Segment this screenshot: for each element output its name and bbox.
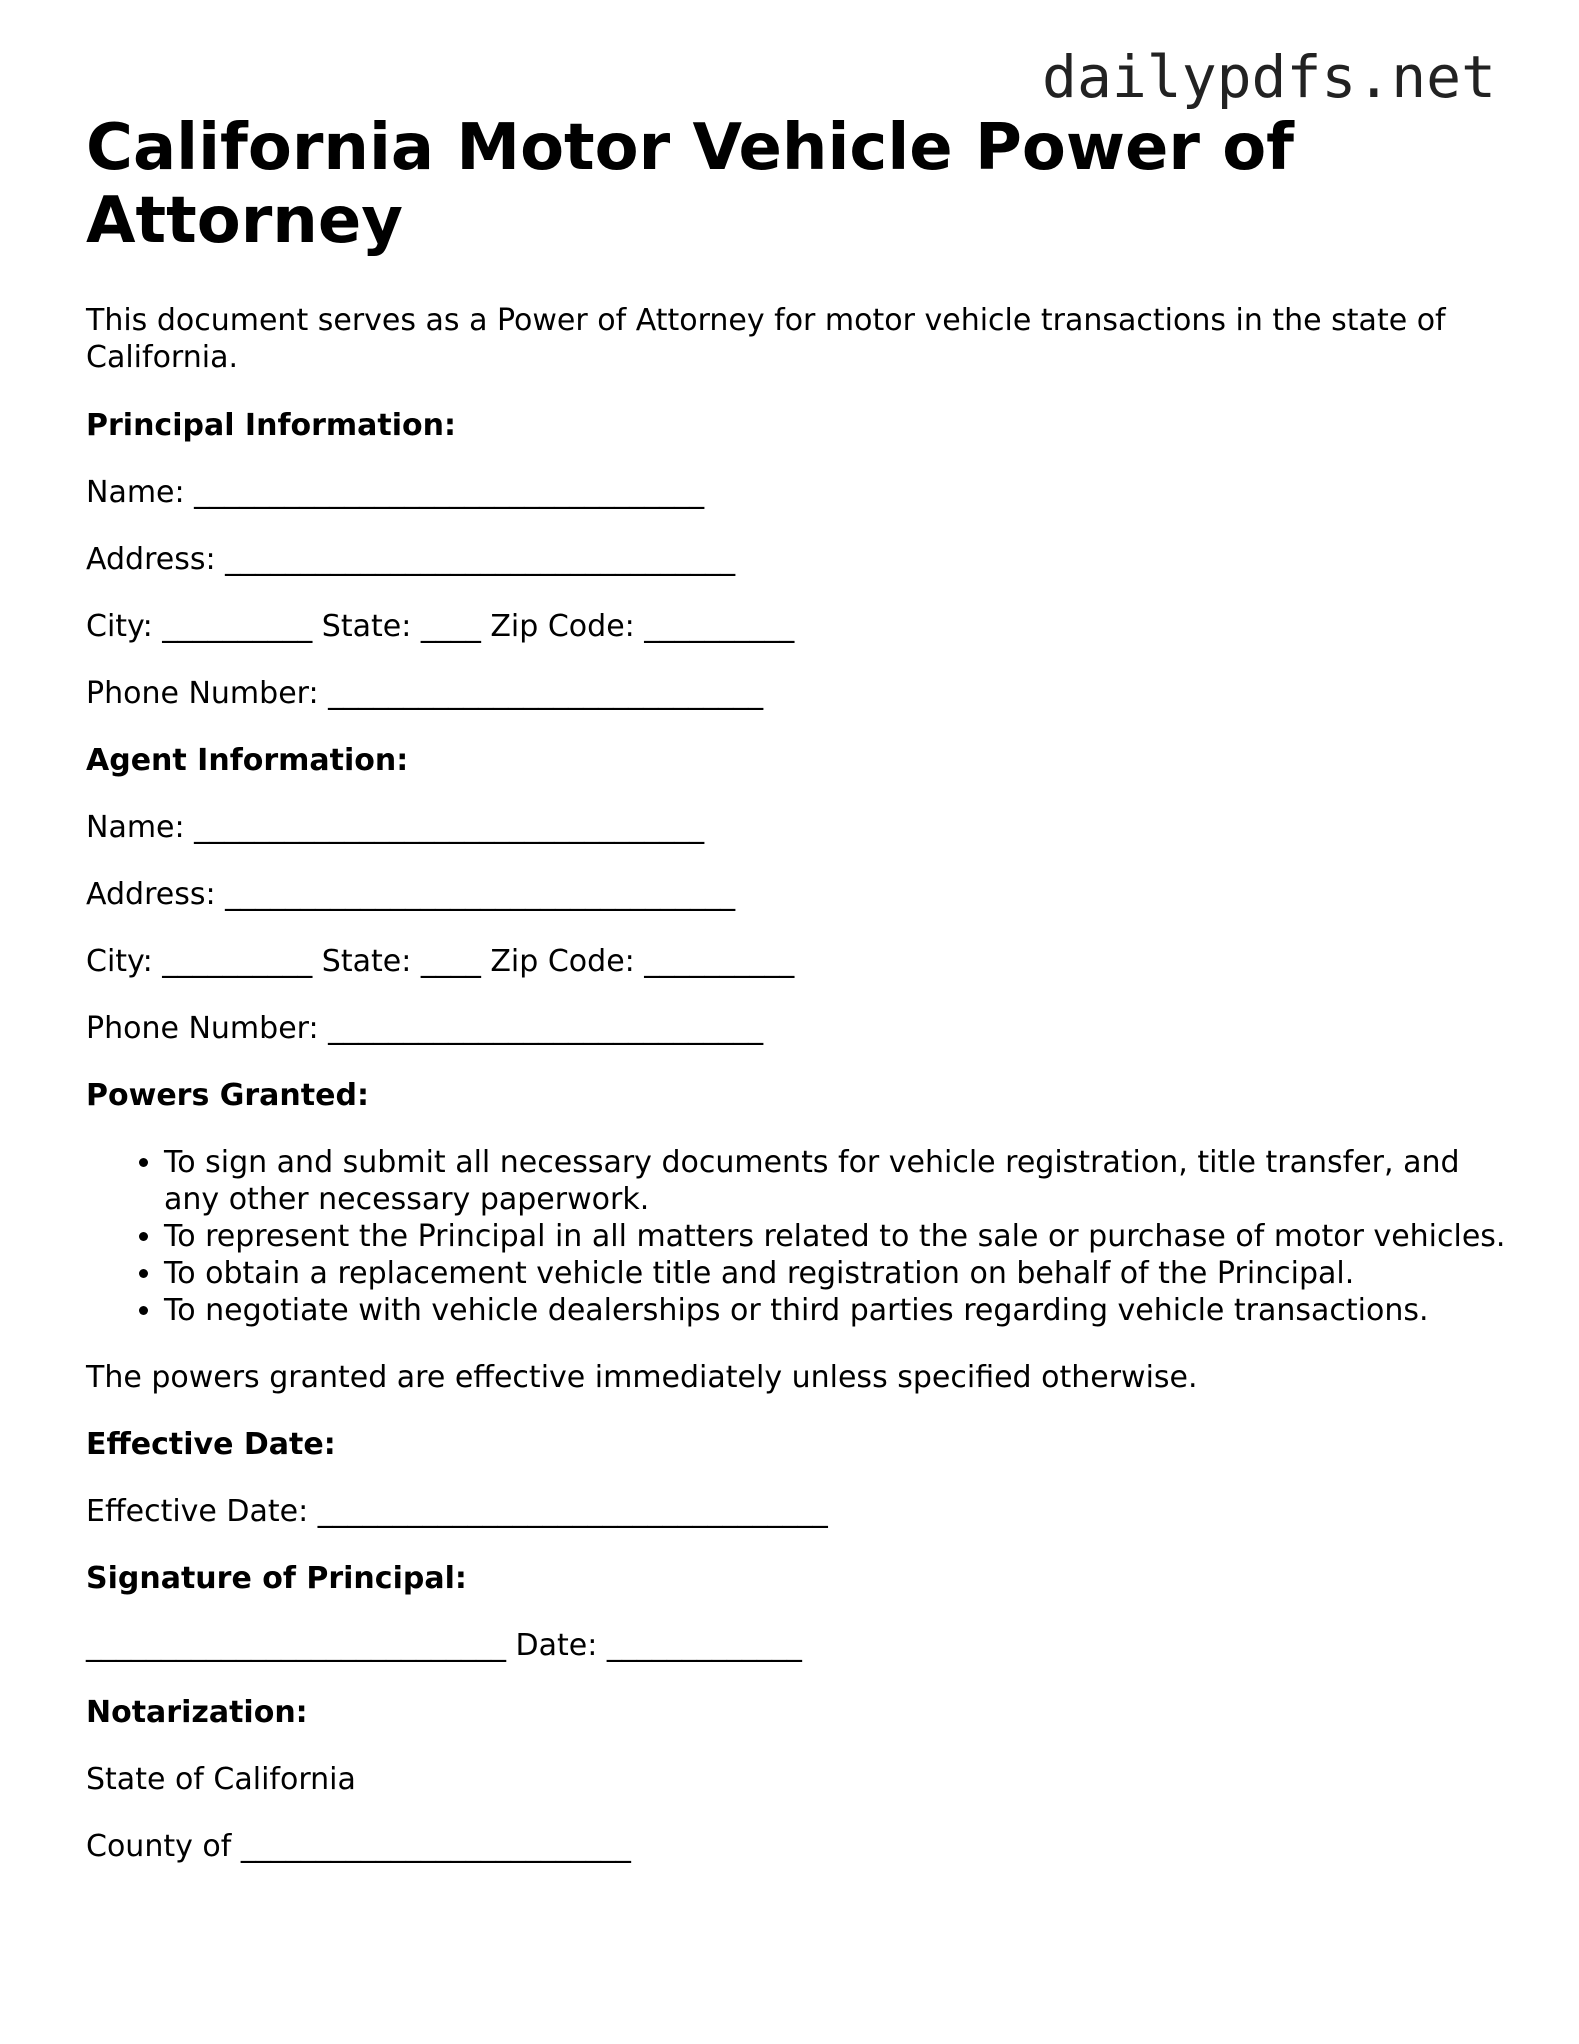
effective-heading: Effective Date:	[86, 1427, 336, 1462]
principal-heading: Principal Information:	[86, 408, 457, 443]
agent-phone-field[interactable]: Phone Number: _____________________________	[86, 1011, 764, 1046]
intro-paragraph: This document serves as a Power of Attorney for motor vehicle transactions in the state of California.	[86, 303, 1446, 375]
watermark: dailypdfs.net	[1042, 43, 1496, 111]
effective-date-field[interactable]: Effective Date: __________________________________	[86, 1494, 828, 1529]
principal-section	[86, 407, 1506, 712]
document-title: California Motor Vehicle Power of Attorney	[86, 111, 1294, 258]
notarization-heading: Notarization:	[86, 1695, 308, 1730]
signature-date-field[interactable]: ____________________________ Date: _____________	[86, 1628, 802, 1663]
agent-heading: Agent Information:	[86, 743, 409, 778]
signature-heading: Signature of Principal:	[86, 1561, 467, 1596]
principal-name-field[interactable]: Name: __________________________________	[86, 475, 705, 510]
power-item: • To sign and submit all necessary documents for vehicle registration, title transfer, and any other necessary paperwork.	[164, 1144, 1506, 1218]
powers-section	[86, 1077, 1506, 1396]
principal-address-field[interactable]: Address: __________________________________	[86, 542, 736, 577]
notarization-state: State of California	[86, 1762, 356, 1797]
notarization-county-field[interactable]: County of __________________________	[86, 1829, 631, 1864]
principal-phone-field[interactable]: Phone Number: _____________________________	[86, 676, 764, 711]
agent-name-field[interactable]: Name: __________________________________	[86, 810, 705, 845]
document-page	[86, 112, 1506, 1895]
powers-statement: The powers granted are effective immediately unless specified otherwise.	[86, 1360, 1198, 1395]
agent-address-field[interactable]: Address: __________________________________	[86, 877, 736, 912]
principal-city-state-zip-field[interactable]: City: __________ State: ____ Zip Code: __________	[86, 609, 795, 644]
power-item: • To represent the Principal in all matters related to the sale or purchase of motor vehicles.	[164, 1218, 1506, 1255]
effective-section	[86, 1426, 1506, 1530]
agent-city-state-zip-field[interactable]: City: __________ State: ____ Zip Code: __________	[86, 944, 795, 979]
signature-section	[86, 1560, 1506, 1664]
powers-list	[86, 1144, 1506, 1329]
powers-heading: Powers Granted:	[86, 1078, 369, 1113]
power-item: • To negotiate with vehicle dealerships or third parties regarding vehicle transactions.	[164, 1292, 1506, 1329]
agent-section	[86, 742, 1506, 1047]
power-item: • To obtain a replacement vehicle title and registration on behalf of the Principal.	[164, 1255, 1506, 1292]
notarization-section	[86, 1694, 1506, 1865]
